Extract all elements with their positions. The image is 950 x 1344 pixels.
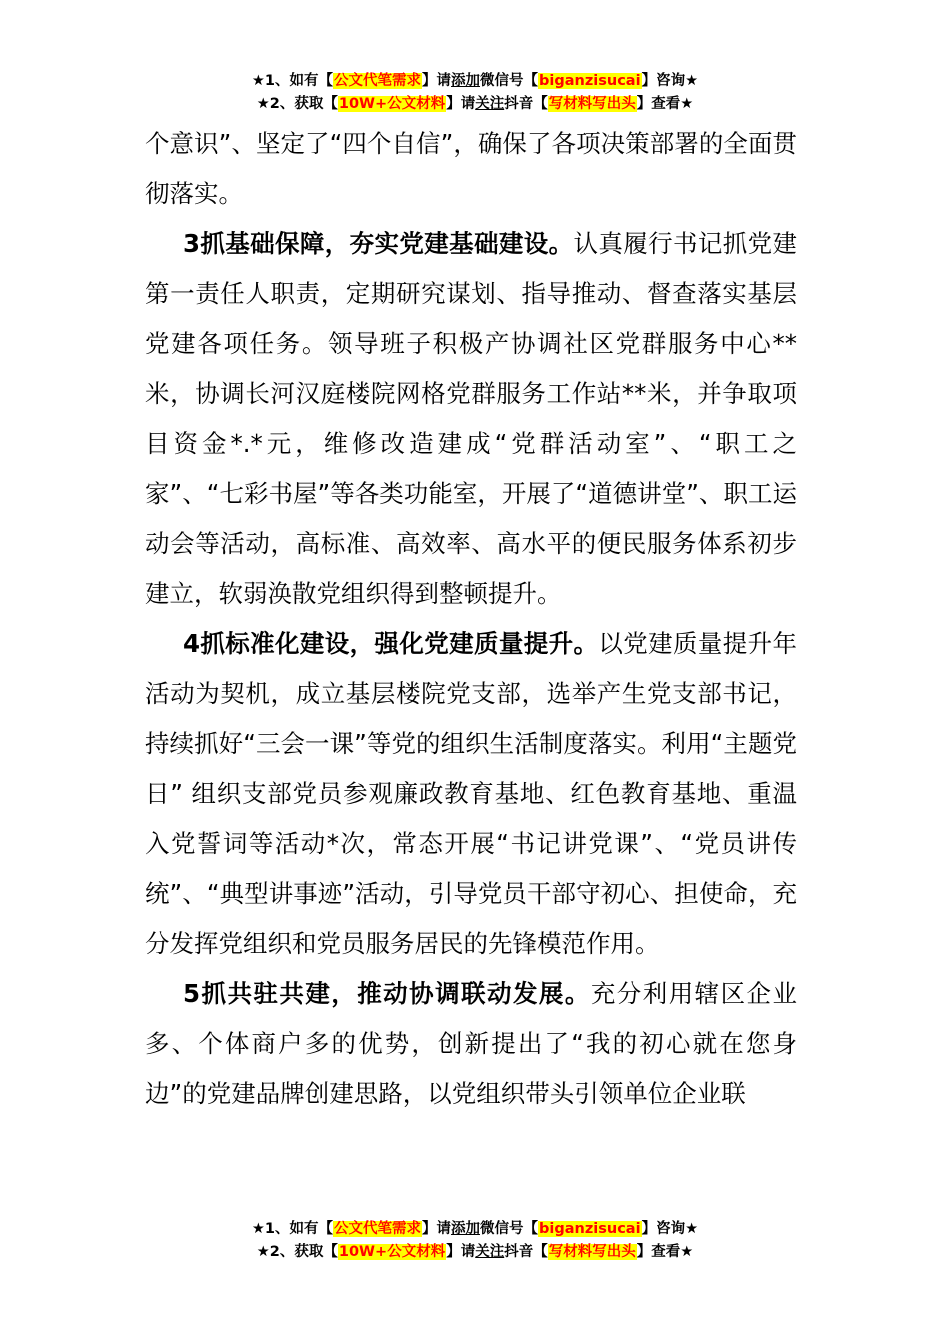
paragraph-text: 认真履行书记抓党建第一责任人职责，定期研究谋划、指导推动、督查落实基层党建各项任务。领导班子积极产协调社区党群服务中心**米，协调长河汉庭楼院网格党群服务工作站**米，并争取项目资金*.*元，维修改造建成“党群活动室”、“职工之家”、“七彩书屋”等各类功能室，开展了“道德讲堂”、职工运动会等活动，高标准、高效率、高水平的便民服务体系初步建立，软弱涣散党组织得到整顿提升。 <box>145 229 797 608</box>
banner-highlight: 10W+公文材料 <box>338 96 446 112</box>
banner-text: 】查看★ <box>636 1244 694 1260</box>
banner-text: ★2、获取【 <box>256 1244 338 1260</box>
banner-line-1 <box>0 70 950 93</box>
paragraph-section-4 <box>145 619 797 969</box>
banner-underlined-text: 关注 <box>475 96 505 112</box>
banner-text: 微信号【 <box>480 1221 539 1237</box>
banner-underlined-text: 添加 <box>451 73 481 89</box>
banner-text: 微信号【 <box>480 73 539 89</box>
banner-text: 】请 <box>422 1221 452 1237</box>
banner-text: 抖音【 <box>504 1244 548 1260</box>
banner-highlight-wechat-id: biganzisucai <box>539 1221 641 1237</box>
paragraph-section-3 <box>145 219 797 619</box>
banner-highlight-wechat-id: biganzisucai <box>539 73 641 89</box>
banner-text: 】查看★ <box>636 96 694 112</box>
banner-text: 】咨询★ <box>641 1221 699 1237</box>
banner-line-2 <box>0 1241 950 1264</box>
banner-text: 】请 <box>446 96 476 112</box>
banner-text: ★1、如有【 <box>251 73 334 89</box>
banner-underlined-text: 关注 <box>475 1244 505 1260</box>
paragraph-heading: 5抓共驻共建，推动协调联动发展。 <box>183 979 591 1008</box>
banner-text: 】请 <box>422 73 452 89</box>
banner-underlined-text: 添加 <box>451 1221 481 1237</box>
banner-highlight-douyin-id: 写材料写出头 <box>548 1244 636 1260</box>
paragraph-text: 个意识”、坚定了“四个自信”，确保了各项决策部署的全面贯彻落实。 <box>145 129 797 208</box>
footer-banner <box>0 1218 950 1264</box>
banner-text: ★2、获取【 <box>256 96 338 112</box>
paragraph-continuation <box>145 119 797 219</box>
paragraph-heading: 4抓标准化建设，强化党建质量提升。 <box>183 629 599 658</box>
banner-highlight: 公文代笔需求 <box>334 73 422 89</box>
banner-highlight: 公文代笔需求 <box>334 1221 422 1237</box>
document-body <box>145 119 797 1119</box>
paragraph-heading: 3抓基础保障，夯实党建基础建设。 <box>183 229 574 258</box>
banner-line-1 <box>0 1218 950 1241</box>
banner-text: 】请 <box>446 1244 476 1260</box>
paragraph-text: 充分利用辖区企业多、个体商户多的优势，创新提出了“我的初心就在您身边”的党建品牌创建思路，以党组织带头引领单位企业联 <box>145 979 798 1108</box>
banner-text: 抖音【 <box>504 96 548 112</box>
banner-highlight: 10W+公文材料 <box>338 1244 446 1260</box>
banner-text: 】咨询★ <box>641 73 699 89</box>
paragraph-section-5 <box>145 969 797 1119</box>
banner-line-2 <box>0 93 950 116</box>
banner-highlight-douyin-id: 写材料写出头 <box>548 96 636 112</box>
header-banner <box>0 70 950 116</box>
paragraph-text: 以党建质量提升年活动为契机，成立基层楼院党支部，选举产生党支部书记，持续抓好“三会一课”等党的组织生活制度落实。利用“主题党日” 组织支部党员参观廉政教育基地、红色教育基地、重温入党誓词等活动*次，常态开展“书记讲党课”、“党员讲传统”、“典型讲事迹”活动，引导党员干部守初心、担使命，充分发挥党组织和党员服务居民的先锋模范作用。 <box>145 629 798 958</box>
banner-text: ★1、如有【 <box>251 1221 334 1237</box>
